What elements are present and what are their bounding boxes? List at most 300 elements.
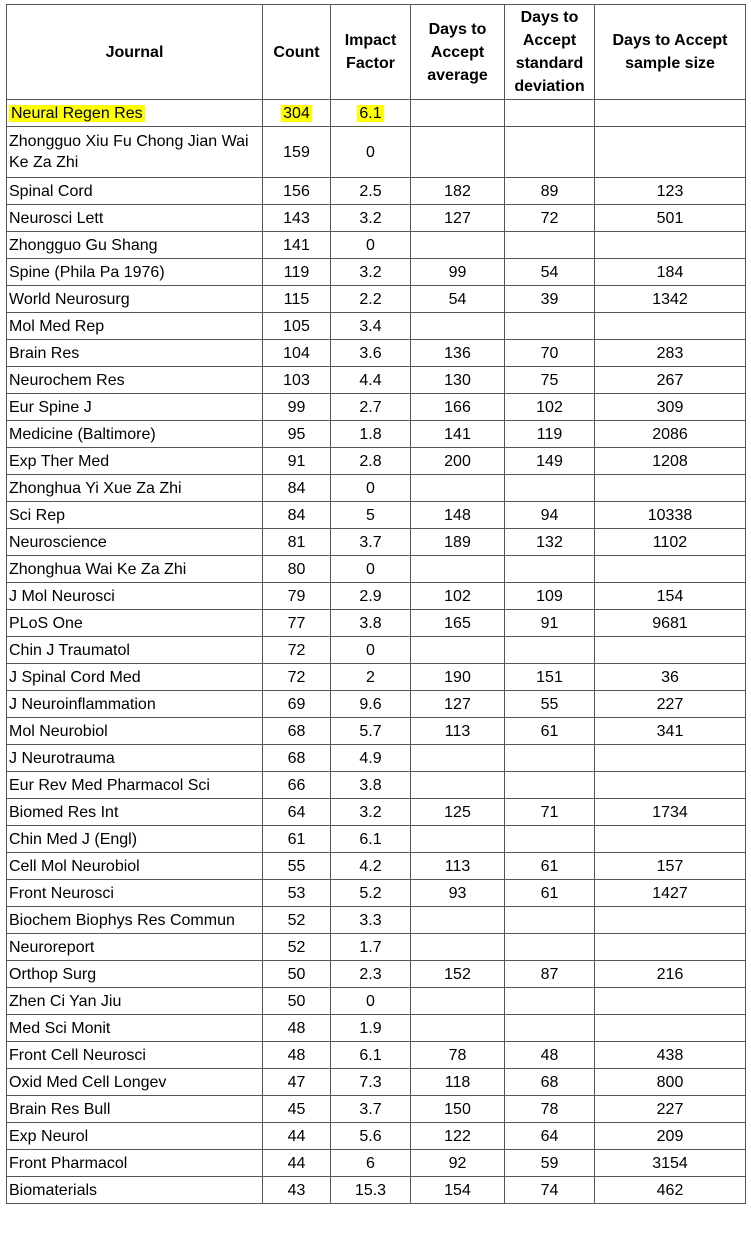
impact-factor-cell (331, 556, 411, 583)
count-cell (263, 475, 331, 502)
days-sample-size-cell (595, 934, 746, 961)
days-sample-size-cell (595, 448, 746, 475)
days-average-cell (411, 637, 505, 664)
days-sd-cell (505, 610, 595, 637)
days-sd-cell-text: 71 (540, 803, 559, 821)
count-cell (263, 988, 331, 1015)
impact-factor-cell (331, 826, 411, 853)
days-average-cell-text: 154 (444, 1181, 471, 1199)
days-sample-size-cell (595, 100, 746, 127)
journal-cell-text: Zhongguo Gu Shang (9, 236, 158, 254)
days-sample-size-cell (595, 691, 746, 718)
days-sample-size-cell (595, 1177, 746, 1204)
table-row (7, 583, 746, 610)
impact-factor-cell (331, 1177, 411, 1204)
impact-factor-cell (331, 232, 411, 259)
journal-cell-text: Exp Ther Med (9, 452, 110, 470)
count-cell-text: 141 (283, 236, 310, 254)
days-sd-cell (505, 691, 595, 718)
days-sample-size-cell (595, 232, 746, 259)
journal-cell-text: Biomaterials (9, 1181, 98, 1199)
journal-cell (7, 1177, 263, 1204)
count-cell-text: 304 (283, 104, 310, 122)
header-days-average: Days to Accept average (411, 5, 505, 100)
journal-cell (7, 1150, 263, 1177)
impact-factor-cell (331, 880, 411, 907)
days-sd-cell (505, 745, 595, 772)
journal-cell-text: Spine (Phila Pa 1976) (9, 263, 165, 281)
days-sd-cell (505, 1177, 595, 1204)
count-cell-text: 44 (287, 1127, 306, 1145)
days-average-cell-text: 93 (448, 884, 467, 902)
days-sd-cell-text: 48 (540, 1046, 559, 1064)
days-average-cell (411, 232, 505, 259)
days-sd-cell (505, 556, 595, 583)
days-sd-cell (505, 772, 595, 799)
count-cell-text: 143 (283, 209, 310, 227)
days-average-cell-text: 102 (444, 587, 471, 605)
count-cell (263, 961, 331, 988)
impact-factor-cell-text: 15.3 (354, 1181, 387, 1199)
days-sd-cell (505, 1015, 595, 1042)
days-sd-cell (505, 340, 595, 367)
journal-cell (7, 583, 263, 610)
days-sample-size-cell (595, 745, 746, 772)
days-sd-cell-text: 54 (540, 263, 559, 281)
table-row (7, 961, 746, 988)
days-sd-cell (505, 286, 595, 313)
journal-cell (7, 556, 263, 583)
days-sample-size-cell (595, 1015, 746, 1042)
count-cell (263, 502, 331, 529)
days-sample-size-cell (595, 367, 746, 394)
days-sample-size-cell (595, 1150, 746, 1177)
days-sd-cell-text: 119 (536, 425, 563, 443)
days-average-cell (411, 934, 505, 961)
days-sample-size-cell-text: 267 (656, 371, 684, 389)
table-row (7, 637, 746, 664)
count-cell (263, 799, 331, 826)
impact-factor-cell (331, 529, 411, 556)
impact-factor-cell-text: 0 (366, 236, 375, 254)
impact-factor-cell (331, 718, 411, 745)
days-sd-cell (505, 664, 595, 691)
table-row (7, 313, 746, 340)
days-sd-cell-text: 59 (540, 1154, 559, 1172)
impact-factor-cell-text: 5.7 (359, 722, 382, 740)
table-row (7, 745, 746, 772)
days-average-cell (411, 988, 505, 1015)
days-average-cell (411, 907, 505, 934)
days-sd-cell (505, 718, 595, 745)
count-cell (263, 205, 331, 232)
table-row (7, 772, 746, 799)
journal-cell (7, 961, 263, 988)
impact-factor-cell-text: 3.3 (359, 911, 382, 929)
journal-cell (7, 178, 263, 205)
impact-factor-cell-text: 2.8 (359, 452, 382, 470)
journal-cell (7, 907, 263, 934)
table-row (7, 691, 746, 718)
days-sample-size-cell-text: 209 (656, 1127, 684, 1145)
journal-cell-text: Eur Rev Med Pharmacol Sci (9, 776, 210, 794)
count-cell (263, 556, 331, 583)
days-sd-cell-text: 89 (540, 182, 559, 200)
days-average-cell-text: 125 (444, 803, 471, 821)
table-row (7, 100, 746, 127)
impact-factor-cell-text: 5.6 (359, 1127, 382, 1145)
days-sd-cell-text: 149 (536, 452, 563, 470)
count-cell-text: 103 (283, 371, 310, 389)
count-cell (263, 529, 331, 556)
days-average-cell (411, 178, 505, 205)
table-row (7, 799, 746, 826)
count-cell (263, 745, 331, 772)
table-row (7, 529, 746, 556)
table-row (7, 1069, 746, 1096)
count-cell (263, 880, 331, 907)
table-row (7, 1123, 746, 1150)
count-cell-text: 43 (287, 1181, 306, 1199)
table-row (7, 664, 746, 691)
table-row (7, 556, 746, 583)
count-cell-text: 115 (283, 290, 310, 308)
days-sd-cell-text: 75 (540, 371, 559, 389)
days-average-cell-text: 54 (448, 290, 467, 308)
days-sample-size-cell (595, 718, 746, 745)
impact-factor-cell-text: 1.9 (359, 1019, 382, 1037)
journal-table (6, 4, 746, 1204)
count-cell-text: 84 (287, 479, 306, 497)
days-sample-size-cell (595, 475, 746, 502)
days-sample-size-cell (595, 853, 746, 880)
count-cell-text: 77 (287, 614, 306, 632)
days-average-cell (411, 1015, 505, 1042)
days-sd-cell (505, 529, 595, 556)
journal-cell-text: Brain Res Bull (9, 1100, 111, 1118)
days-average-cell (411, 745, 505, 772)
count-cell-text: 105 (283, 317, 310, 335)
days-sd-cell (505, 232, 595, 259)
impact-factor-cell-text: 2.5 (359, 182, 382, 200)
days-average-cell-text: 189 (444, 533, 471, 551)
journal-cell-text: Neuroreport (9, 938, 95, 956)
days-sample-size-cell-text: 438 (656, 1046, 684, 1064)
days-sd-cell (505, 1042, 595, 1069)
table-row (7, 826, 746, 853)
journal-cell (7, 880, 263, 907)
table-row (7, 1015, 746, 1042)
journal-cell-text: Neuroscience (9, 533, 107, 551)
impact-factor-cell (331, 961, 411, 988)
days-average-cell-text: 136 (444, 344, 471, 362)
count-cell-text: 104 (283, 344, 310, 362)
days-sd-cell (505, 127, 595, 178)
count-cell (263, 232, 331, 259)
days-average-cell-text: 92 (448, 1154, 467, 1172)
days-sd-cell-text: 74 (540, 1181, 559, 1199)
journal-cell (7, 448, 263, 475)
days-average-cell (411, 691, 505, 718)
days-average-cell-text: 127 (444, 695, 471, 713)
days-average-cell-text: 78 (448, 1046, 467, 1064)
days-average-cell-text: 99 (448, 263, 467, 281)
days-sample-size-cell-text: 501 (656, 209, 684, 227)
impact-factor-cell-text: 6.1 (359, 104, 382, 122)
table-row (7, 367, 746, 394)
days-average-cell-text: 141 (444, 425, 471, 443)
days-average-cell (411, 556, 505, 583)
count-cell-text: 119 (283, 263, 310, 281)
journal-cell-text: Mol Med Rep (9, 317, 105, 335)
impact-factor-cell-text: 5.2 (359, 884, 382, 902)
count-cell-text: 50 (287, 992, 306, 1010)
journal-cell (7, 475, 263, 502)
days-sample-size-cell-text: 184 (656, 263, 684, 281)
days-sd-cell (505, 583, 595, 610)
impact-factor-cell (331, 637, 411, 664)
impact-factor-cell-text: 3.7 (359, 533, 382, 551)
impact-factor-cell (331, 610, 411, 637)
journal-cell-text: Medicine (Baltimore) (9, 425, 156, 443)
count-cell (263, 259, 331, 286)
table-row (7, 127, 746, 178)
days-sd-cell (505, 421, 595, 448)
journal-cell-text: Front Neurosci (9, 884, 114, 902)
days-sample-size-cell (595, 664, 746, 691)
days-average-cell (411, 664, 505, 691)
journal-cell-text: Exp Neurol (9, 1127, 89, 1145)
days-average-cell (411, 1069, 505, 1096)
days-sd-cell (505, 853, 595, 880)
table-row (7, 1096, 746, 1123)
journal-cell-text: Neurochem Res (9, 371, 125, 389)
days-sample-size-cell-text: 36 (661, 668, 679, 686)
journal-cell (7, 934, 263, 961)
impact-factor-cell-text: 0 (366, 641, 375, 659)
journal-cell (7, 772, 263, 799)
journal-cell-text: Neural Regen Res (11, 104, 143, 122)
days-sample-size-cell-text: 309 (656, 398, 684, 416)
count-cell (263, 313, 331, 340)
impact-factor-cell (331, 664, 411, 691)
days-sample-size-cell (595, 529, 746, 556)
journal-cell-text: Biomed Res Int (9, 803, 119, 821)
days-average-cell (411, 826, 505, 853)
count-cell-text: 68 (287, 749, 306, 767)
impact-factor-cell (331, 178, 411, 205)
days-sd-cell (505, 934, 595, 961)
count-cell (263, 1123, 331, 1150)
days-sample-size-cell (595, 127, 746, 178)
days-sample-size-cell (595, 880, 746, 907)
header-count: Count (263, 5, 331, 100)
days-sample-size-cell-text: 227 (656, 1100, 684, 1118)
days-sd-cell-text: 109 (536, 587, 563, 605)
table-body (7, 100, 746, 1204)
count-cell (263, 1069, 331, 1096)
count-cell (263, 1015, 331, 1042)
days-average-cell (411, 421, 505, 448)
impact-factor-cell (331, 313, 411, 340)
days-sd-cell (505, 448, 595, 475)
days-average-cell-text: 113 (444, 722, 471, 740)
journal-cell-text: World Neurosurg (9, 290, 130, 308)
days-average-cell (411, 1177, 505, 1204)
impact-factor-cell (331, 1015, 411, 1042)
impact-factor-cell (331, 1096, 411, 1123)
impact-factor-cell-text: 3.2 (359, 263, 382, 281)
days-sd-cell-text: 61 (540, 857, 559, 875)
count-cell-text: 48 (287, 1046, 306, 1064)
days-sample-size-cell-text: 9681 (652, 614, 688, 632)
header-row (7, 5, 746, 100)
days-sample-size-cell (595, 1096, 746, 1123)
days-sd-cell (505, 988, 595, 1015)
table-row (7, 1042, 746, 1069)
days-average-cell (411, 529, 505, 556)
count-cell-text: 53 (287, 884, 306, 902)
journal-cell (7, 745, 263, 772)
days-average-cell (411, 127, 505, 178)
days-average-cell (411, 394, 505, 421)
impact-factor-cell-text: 0 (366, 992, 375, 1010)
journal-cell-text: Biochem Biophys Res Commun (9, 911, 235, 929)
days-sd-cell (505, 259, 595, 286)
impact-factor-cell-text: 4.2 (359, 857, 382, 875)
journal-cell (7, 664, 263, 691)
days-sample-size-cell-text: 2086 (652, 425, 688, 443)
journal-cell-text: Front Cell Neurosci (9, 1046, 146, 1064)
count-cell-text: 80 (287, 560, 306, 578)
count-cell-text: 61 (287, 830, 306, 848)
days-average-cell (411, 313, 505, 340)
journal-cell-text: Med Sci Monit (9, 1019, 111, 1037)
days-average-cell (411, 502, 505, 529)
count-cell-text: 69 (287, 695, 306, 713)
journal-cell-text: Zhonghua Yi Xue Za Zhi (9, 479, 182, 497)
count-cell-text: 91 (287, 452, 306, 470)
journal-cell (7, 637, 263, 664)
days-sample-size-cell-text: 3154 (652, 1154, 688, 1172)
days-sd-cell (505, 394, 595, 421)
impact-factor-cell (331, 1123, 411, 1150)
days-average-cell (411, 448, 505, 475)
impact-factor-cell-text: 2.7 (359, 398, 382, 416)
journal-cell (7, 529, 263, 556)
table-row (7, 448, 746, 475)
days-average-cell (411, 1042, 505, 1069)
table-row (7, 853, 746, 880)
days-average-cell-text: 200 (444, 452, 471, 470)
days-sd-cell (505, 205, 595, 232)
impact-factor-cell-text: 3.7 (359, 1100, 382, 1118)
days-sd-cell-text: 55 (540, 695, 559, 713)
days-sample-size-cell (595, 799, 746, 826)
days-sd-cell (505, 367, 595, 394)
days-average-cell (411, 961, 505, 988)
table-row (7, 502, 746, 529)
count-cell (263, 1042, 331, 1069)
journal-cell-text: Spinal Cord (9, 182, 93, 200)
table-row (7, 286, 746, 313)
table-row (7, 421, 746, 448)
impact-factor-cell (331, 367, 411, 394)
journal-cell (7, 232, 263, 259)
count-cell-text: 48 (287, 1019, 306, 1037)
journal-cell-text: Sci Rep (9, 506, 66, 524)
impact-factor-cell (331, 691, 411, 718)
journal-cell (7, 853, 263, 880)
journal-cell (7, 988, 263, 1015)
impact-factor-cell-text: 0 (366, 143, 375, 161)
days-sample-size-cell-text: 462 (656, 1181, 684, 1199)
journal-cell (7, 286, 263, 313)
journal-cell (7, 1015, 263, 1042)
count-cell-text: 44 (287, 1154, 306, 1172)
count-cell (263, 637, 331, 664)
days-average-cell (411, 1150, 505, 1177)
days-average-cell (411, 799, 505, 826)
days-sd-cell (505, 1096, 595, 1123)
days-sample-size-cell (595, 1069, 746, 1096)
impact-factor-cell-text: 6.1 (359, 1046, 382, 1064)
journal-cell-text: J Spinal Cord Med (9, 668, 141, 686)
days-sd-cell-text: 70 (540, 344, 559, 362)
days-sample-size-cell (595, 637, 746, 664)
impact-factor-cell-text: 0 (366, 479, 375, 497)
days-sample-size-cell-text: 10338 (647, 506, 693, 524)
days-average-cell (411, 367, 505, 394)
journal-cell (7, 1069, 263, 1096)
count-cell-text: 81 (287, 533, 306, 551)
impact-factor-cell (331, 799, 411, 826)
impact-factor-cell (331, 853, 411, 880)
days-sd-cell (505, 313, 595, 340)
impact-factor-cell (331, 475, 411, 502)
count-cell (263, 421, 331, 448)
days-sd-cell-text: 61 (540, 722, 559, 740)
impact-factor-cell (331, 340, 411, 367)
days-sd-cell (505, 1069, 595, 1096)
days-sd-cell-text: 94 (540, 506, 559, 524)
days-sample-size-cell (595, 178, 746, 205)
count-cell-text: 52 (287, 938, 306, 956)
journal-cell-text: Zhonghua Wai Ke Za Zhi (9, 560, 187, 578)
days-sample-size-cell-text: 1734 (652, 803, 688, 821)
days-average-cell-text: 150 (444, 1100, 471, 1118)
impact-factor-cell-text: 2.2 (359, 290, 382, 308)
days-average-cell-text: 122 (444, 1127, 471, 1145)
impact-factor-cell-text: 3.8 (359, 776, 382, 794)
count-cell (263, 448, 331, 475)
count-cell (263, 286, 331, 313)
count-cell (263, 127, 331, 178)
impact-factor-cell (331, 205, 411, 232)
days-sd-cell-text: 72 (540, 209, 559, 227)
journal-cell-text: Oxid Med Cell Longev (9, 1073, 167, 1091)
count-cell (263, 1096, 331, 1123)
days-sample-size-cell (595, 1042, 746, 1069)
journal-cell (7, 394, 263, 421)
journal-cell-text: Front Pharmacol (9, 1154, 128, 1172)
table-row (7, 259, 746, 286)
count-cell (263, 583, 331, 610)
journal-cell (7, 205, 263, 232)
table-row (7, 340, 746, 367)
impact-factor-cell-text: 3.2 (359, 209, 382, 227)
journal-cell-text: Zhen Ci Yan Jiu (9, 992, 122, 1010)
